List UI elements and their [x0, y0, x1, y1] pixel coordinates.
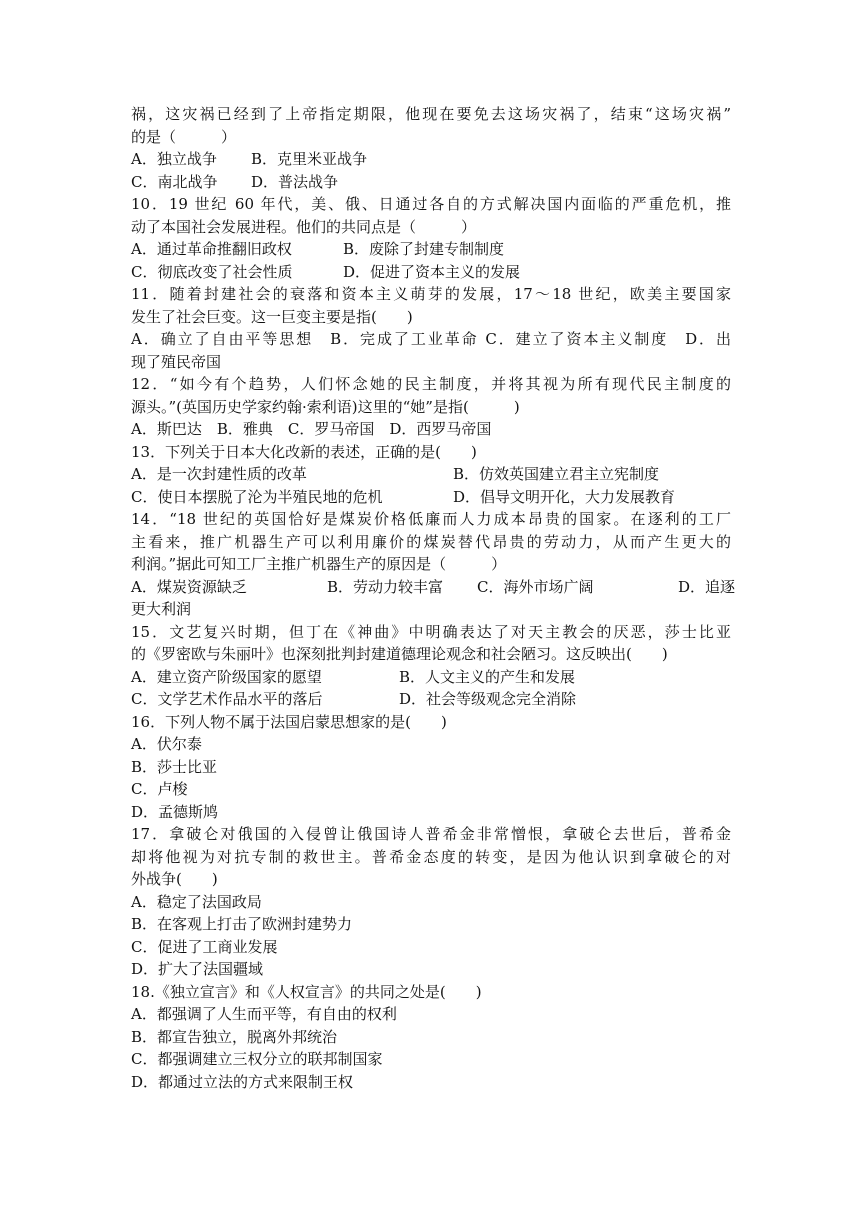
q9-option-d: D．普法战争 [251, 172, 339, 191]
q17-stem-line3: 外战争( ) [131, 870, 218, 888]
q18-stem: 18.《独立宣言》和《人权宣言》的共同之处是( ) [131, 982, 482, 1001]
q17-option-c: C．促进了工商业发展 [131, 937, 278, 956]
q9-options-row1 [131, 148, 731, 171]
q12-stem-line1: 12．“如今有个趋势，人们怀念她的民主制度，并将其视为所有现代民主制度的 [131, 375, 731, 393]
q14-stem-line3: 利润。”据此可知工厂主推广机器生产的原因是（ ） [131, 555, 507, 573]
q13-options-row1 [131, 463, 731, 486]
q16-option-c: C．卢梭 [131, 780, 188, 798]
q10-stem-line2: 动了本国社会发展进程。他们的共同点是（ ） [131, 217, 477, 236]
q12-stem-line2: 源头。”(英国历史学家约翰·索利语)这里的“她”是指( ) [131, 397, 520, 416]
q18-option-d: D．都通过立法的方式来限制王权 [131, 1072, 354, 1091]
q15-options-row1 [131, 666, 731, 689]
q13-option-d: D．倡导文明开化，大力发展教育 [453, 487, 676, 506]
q10-option-b: B．废除了封建专制制度 [343, 240, 505, 258]
q16-option-b: B．莎士比亚 [131, 757, 218, 776]
q15-option-a: A．建立资产阶级国家的愿望 [131, 667, 322, 686]
q10-option-a: A．通过革命推翻旧政权 [131, 240, 292, 258]
q17-option-b: B．在客观上打击了欧洲封建势力 [131, 915, 353, 933]
q16-stem: 16．下列人物不属于法国启蒙思想家的是( ) [131, 712, 447, 731]
q13-option-b: B．仿效英国建立君主立宪制度 [453, 465, 660, 483]
q18-option-b: B．都宣告独立，脱离外邦统治 [131, 1027, 338, 1046]
q15-stem-line1: 15．文艺复兴时期，但丁在《神曲》中明确表达了对天主教会的厌恶，莎士比亚 [131, 622, 731, 641]
q10-option-c: C．彻底改变了社会性质 [131, 262, 293, 281]
q14-option-a: A．煤炭资源缺乏 [131, 577, 247, 596]
q9-option-a: A．独立战争 [131, 150, 217, 168]
q17-stem-line2: 却将他视为对抗专制的救世主。普希金态度的转变，是因为他认识到拿破仑的对 [131, 847, 731, 866]
q13-option-a: A．是一次封建性质的改革 [131, 465, 307, 483]
q11-options-line2: 现了殖民帝国 [131, 352, 222, 371]
q14-option-c: C．海外市场广阔 [477, 577, 594, 596]
q9-option-b: B．克里米亚战争 [251, 150, 368, 168]
q15-options-row2 [131, 688, 731, 711]
q17-stem-line1: 17．拿破仑对俄国的入侵曾让俄国诗人普希金非常憎恨，拿破仑去世后，普希金 [131, 825, 731, 843]
q10-options-row2 [131, 261, 731, 284]
q15-option-c: C．文学艺术作品水平的落后 [131, 690, 323, 708]
q14-stem-line1: 14．“18 世纪的英国恰好是煤炭价格低廉而人力成本昂贵的国家。在逐利的工厂 [131, 510, 731, 528]
q15-option-d: D．社会等级观念完全消除 [399, 690, 577, 708]
question-text [131, 103, 735, 1093]
q11-stem-line2: 发生了社会巨变。这一巨变主要是指( ) [131, 307, 413, 326]
q12-options: A．斯巴达 B．雅典 C．罗马帝国 D．西罗马帝国 [131, 420, 492, 438]
q14-options-row [131, 576, 735, 599]
q10-option-d: D．促进了资本主义的发展 [343, 262, 521, 281]
q11-stem-line1: 11．随着封建社会的衰落和资本主义萌芽的发展，17～18 世纪，欧美主要国家 [131, 285, 731, 303]
q9-stem-line1: 祸，这灾祸已经到了上帝指定期限，他现在要免去这场灾祸了，结束“这场灾祸” [131, 105, 731, 123]
q9-stem-line2: 的是（ ） [131, 127, 237, 146]
q9-options-row2 [131, 171, 731, 194]
q18-option-c: C．都强调建立三权分立的联邦制国家 [131, 1050, 383, 1068]
q18-option-a: A．都强调了人生而平等，有自由的权利 [131, 1005, 397, 1023]
q10-options-row1 [131, 238, 731, 261]
q14-option-d-cont: 更大利润 [131, 600, 192, 618]
q13-option-c: C．使日本摆脱了沦为半殖民地的危机 [131, 487, 383, 506]
q14-option-d: D．追逐 [677, 577, 735, 596]
q16-option-d: D．孟德斯鸠 [131, 802, 219, 821]
q15-stem-line2: 的《罗密欧与朱丽叶》也深刻批判封建道德理论观念和社会陋习。这反映出( ) [131, 645, 668, 663]
q13-stem: 13．下列关于日本大化改新的表述，正确的是( ) [131, 442, 477, 461]
q10-stem-line1: 10．19 世纪 60 年代，美、俄、日通过各自的方式解决国内面临的严重危机，推 [131, 195, 731, 213]
q14-stem-line2: 主看来，推广机器生产可以利用廉价的煤炭替代昂贵的劳动力，从而产生更大的 [131, 532, 731, 551]
q14-option-b: B．劳动力较丰富 [327, 577, 444, 596]
q11-options-line1: A．确立了自由平等思想 B．完成了工业革命 C．建立了资本主义制度 D．出 [131, 330, 731, 348]
q9-option-c: C．南北战争 [131, 172, 218, 191]
q17-option-a: A．稳定了法国政局 [131, 892, 262, 911]
q17-option-d: D．扩大了法国疆域 [131, 960, 264, 978]
q15-option-b: B．人文主义的产生和发展 [399, 667, 576, 686]
q13-options-row2 [131, 486, 731, 509]
q16-option-a: A．伏尔泰 [131, 735, 202, 753]
